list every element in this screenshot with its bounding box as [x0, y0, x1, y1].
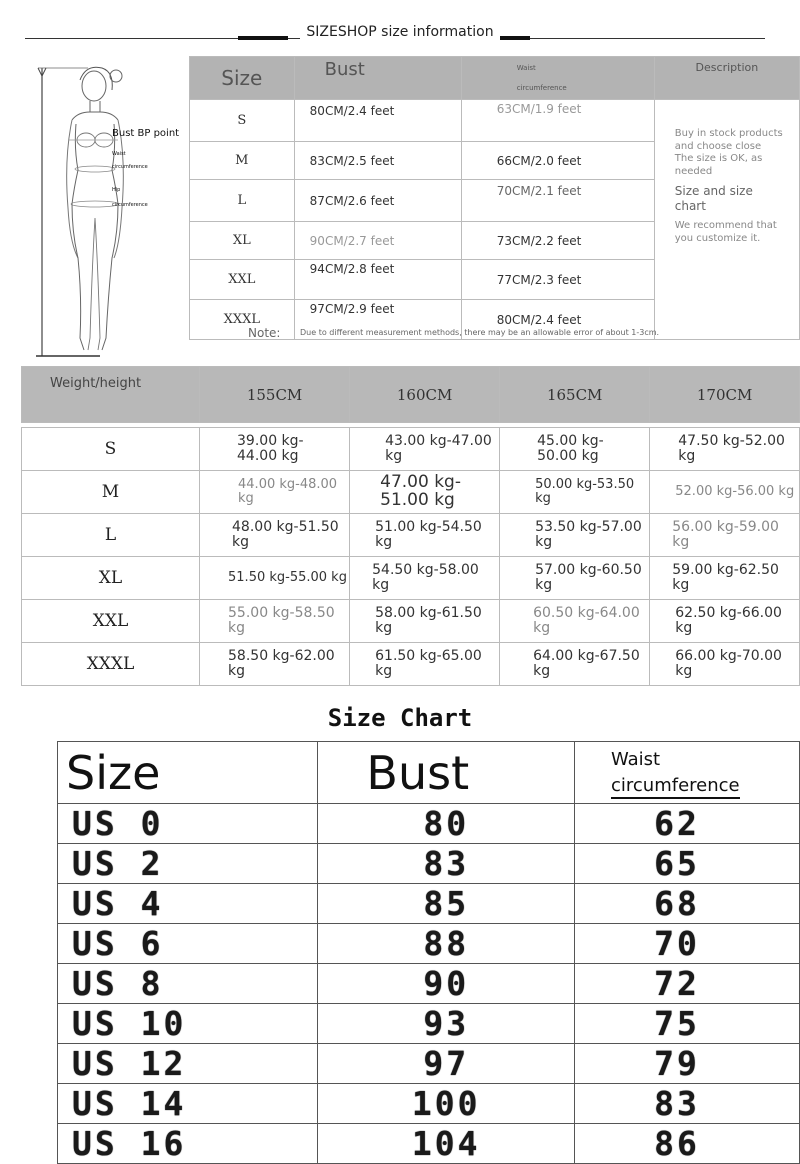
bust-cell: 90CM/2.7 feet: [294, 222, 461, 260]
weight-cell: 57.00 kg-60.50 kg: [500, 557, 650, 600]
weight-cell: 60.50 kg-64.00 kg: [500, 600, 650, 643]
waist-cell: 70: [575, 924, 800, 964]
waist-cell: 79: [575, 1044, 800, 1084]
us-size-cell: US 2: [58, 844, 318, 884]
weight-cell: 58.00 kg-61.50 kg: [350, 600, 500, 643]
waist-cell: 70CM/2.1 feet: [461, 180, 654, 222]
weight-row: [22, 600, 800, 643]
weight-cell: 61.50 kg-65.00 kg: [350, 643, 500, 686]
weight-cell: 54.50 kg-58.00 kg: [350, 557, 500, 600]
weight-cell: 66.00 kg-70.00 kg: [650, 643, 800, 686]
label-bust-bp: Bust BP point: [112, 128, 180, 139]
bust-cell: 80: [318, 804, 575, 844]
weight-cell: 51.50 kg-55.00 kg: [200, 557, 350, 600]
label-waist: Waist: [112, 151, 126, 157]
bust-cell: 104: [318, 1124, 575, 1164]
bust-cell: 94CM/2.8 feet: [294, 260, 461, 300]
weight-cell: 52.00 kg-56.00 kg: [650, 471, 800, 514]
header-bust: Bust: [318, 742, 575, 804]
size-info-table: [189, 56, 800, 340]
label-waist-circumference: circumference: [112, 164, 148, 170]
weight-height-table: [21, 366, 800, 686]
size-chart-row: [58, 1004, 800, 1044]
header-size: Size: [190, 57, 295, 100]
weight-cell: 47.50 kg-52.00 kg: [650, 428, 800, 471]
header-height: 155CM: [200, 367, 350, 423]
weight-row: [22, 643, 800, 686]
size-chart-header-row: [58, 742, 800, 804]
label-hip-circumference: circumference: [112, 202, 148, 208]
header-bust: Bust: [294, 57, 461, 100]
waist-cell: 63CM/1.9 feet: [461, 100, 654, 142]
size-chart-row: [58, 924, 800, 964]
size-chart-row: [58, 804, 800, 844]
size-chart-row: [58, 884, 800, 924]
weight-row: [22, 557, 800, 600]
bust-cell: 83: [318, 844, 575, 884]
header-size: Size: [58, 742, 318, 804]
weight-cell: 50.00 kg-53.50 kg: [500, 471, 650, 514]
weight-cell: 45.00 kg-50.00 kg: [500, 428, 650, 471]
us-size-cell: US 12: [58, 1044, 318, 1084]
waist-cell: 80CM/2.4 feet: [461, 300, 654, 340]
weight-row: [22, 514, 800, 557]
page-title: SIZESHOP size information: [0, 24, 800, 40]
weight-cell: 62.50 kg-66.00 kg: [650, 600, 800, 643]
size-cell: XL: [190, 222, 295, 260]
header-waist: Waist circumference: [461, 57, 654, 100]
weight-cell: 55.00 kg-58.50 kg: [200, 600, 350, 643]
header-description: Description: [654, 57, 799, 100]
weight-cell: 51.00 kg-54.50 kg: [350, 514, 500, 557]
us-size-cell: US 10: [58, 1004, 318, 1044]
label-hip: Hip: [112, 187, 121, 193]
us-size-cell: US 8: [58, 964, 318, 1004]
weight-cell: 39.00 kg-44.00 kg: [200, 428, 350, 471]
size-cell: XXXL: [22, 643, 200, 686]
us-size-chart-table: [57, 741, 800, 1164]
us-size-cell: US 14: [58, 1084, 318, 1124]
header-height: 170CM: [650, 367, 800, 423]
size-cell: L: [190, 180, 295, 222]
size-cell: S: [22, 428, 200, 471]
size-cell: S: [190, 100, 295, 142]
size-cell: M: [22, 471, 200, 514]
size-cell: XL: [22, 557, 200, 600]
note-label: Note:: [248, 326, 281, 340]
waist-cell: 72: [575, 964, 800, 1004]
bust-cell: 93: [318, 1004, 575, 1044]
header-height: 160CM: [350, 367, 500, 423]
weight-cell: 44.00 kg-48.00 kg: [200, 471, 350, 514]
note-text: Due to different measurement methods, there may be an allowable error of about 1-3cm.: [300, 328, 660, 337]
waist-cell: 86: [575, 1124, 800, 1164]
us-size-cell: US 16: [58, 1124, 318, 1164]
header-height: 165CM: [500, 367, 650, 423]
bust-cell: 97: [318, 1044, 575, 1084]
waist-cell: 65: [575, 844, 800, 884]
size-info-row: [190, 100, 800, 142]
header-weight-height: Weight/height: [22, 367, 200, 423]
size-cell: XXL: [22, 600, 200, 643]
waist-cell: 62: [575, 804, 800, 844]
waist-cell: 77CM/2.3 feet: [461, 260, 654, 300]
us-size-cell: US 0: [58, 804, 318, 844]
weight-cell: 59.00 kg-62.50 kg: [650, 557, 800, 600]
size-chart-row: [58, 964, 800, 1004]
weight-cell: 48.00 kg-51.50 kg: [200, 514, 350, 557]
size-chart-row: [58, 1084, 800, 1124]
size-chart-row: [58, 1044, 800, 1084]
header-waist: Waist circumference: [575, 742, 800, 804]
waist-cell: 83: [575, 1084, 800, 1124]
waist-cell: 68: [575, 884, 800, 924]
waist-cell: 73CM/2.2 feet: [461, 222, 654, 260]
bust-cell: 88: [318, 924, 575, 964]
us-size-cell: US 6: [58, 924, 318, 964]
bust-cell: 90: [318, 964, 575, 1004]
description-cell: Buy in stock products and choose close The size is OK, as needed Size and size chart We recommend that you customize it.: [654, 100, 799, 340]
bust-cell: 80CM/2.4 feet: [294, 100, 461, 142]
body-outline-illustration: [28, 58, 188, 358]
size-chart-row: [58, 1124, 800, 1164]
us-size-cell: US 4: [58, 884, 318, 924]
weight-height-header-row: [22, 367, 800, 423]
weight-cell: 64.00 kg-67.50 kg: [500, 643, 650, 686]
weight-row: [22, 428, 800, 471]
waist-cell: 66CM/2.0 feet: [461, 142, 654, 180]
weight-cell: 58.50 kg-62.00 kg: [200, 643, 350, 686]
size-chart-row: [58, 844, 800, 884]
size-chart-title: Size Chart: [327, 704, 473, 732]
weight-cell: 47.00 kg-51.00 kg: [350, 471, 500, 514]
size-cell: M: [190, 142, 295, 180]
weight-row: [22, 471, 800, 514]
size-cell: XXL: [190, 260, 295, 300]
bust-cell: 97CM/2.9 feet: [294, 300, 461, 340]
size-cell: XXXL: [190, 300, 295, 340]
weight-cell: 43.00 kg-47.00 kg: [350, 428, 500, 471]
size-cell: L: [22, 514, 200, 557]
weight-cell: 56.00 kg-59.00 kg: [650, 514, 800, 557]
bust-cell: 100: [318, 1084, 575, 1124]
weight-cell: 53.50 kg-57.00 kg: [500, 514, 650, 557]
bust-cell: 85: [318, 884, 575, 924]
size-info-header-row: [190, 57, 800, 100]
bust-cell: 87CM/2.6 feet: [294, 180, 461, 222]
body-measurement-figure: [28, 58, 188, 358]
waist-cell: 75: [575, 1004, 800, 1044]
bust-cell: 83CM/2.5 feet: [294, 142, 461, 180]
